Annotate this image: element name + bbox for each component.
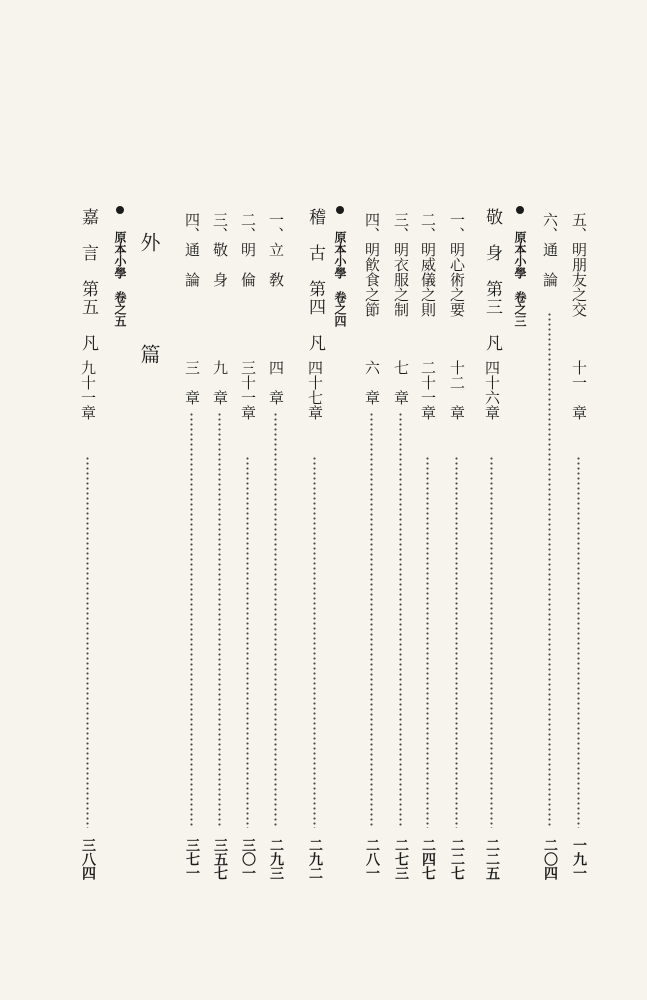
- entry-title: 四、明飮食之節: [363, 212, 381, 317]
- dot-leader: [455, 456, 458, 828]
- dot-leader: [246, 456, 249, 828]
- chapter-count: 三十一章: [239, 360, 257, 420]
- entry-title: 一、立 敎: [267, 212, 285, 287]
- page-number: 二九三: [268, 838, 284, 880]
- chapter-count: 六 章: [363, 360, 381, 405]
- toc-entry-main: [480, 208, 504, 880]
- dot-leader: [190, 412, 193, 828]
- chapter-count: 四十七章: [306, 360, 324, 420]
- dot-leader: [370, 412, 373, 828]
- chapter-count: 十二 章: [448, 360, 466, 420]
- dot-leader: [86, 456, 89, 828]
- entry-title: 稽 古 第四 凡: [305, 208, 325, 352]
- dot-leader: [548, 312, 551, 828]
- toc-entry-main: [76, 208, 100, 880]
- chapter-count: 九 章: [211, 360, 229, 405]
- chapter-count: 七 章: [392, 360, 410, 405]
- entry-title: 嘉 言 第五 凡: [78, 208, 98, 352]
- dot-leader: [490, 456, 493, 828]
- page-number: 三七一: [184, 838, 200, 880]
- toc-entry: [538, 212, 562, 880]
- toc-entry: [416, 212, 440, 880]
- entry-title: 四、通 論: [183, 212, 201, 287]
- entry-title: 二、明威儀之則: [419, 212, 437, 317]
- dot-leader: [426, 456, 429, 828]
- chapter-count: 四 章: [267, 360, 285, 405]
- chapter-count: 二十一章: [419, 360, 437, 420]
- entry-title: 一、明心術之要: [448, 212, 466, 317]
- dot-leader: [218, 412, 221, 828]
- volume-heading: 原本小學 卷之五: [110, 206, 130, 327]
- toc-entry: [360, 212, 384, 880]
- toc-entry: [236, 212, 260, 880]
- chapter-count: 九十一章: [79, 360, 97, 420]
- bullet-icon: [336, 206, 344, 214]
- page-number: 一九一: [571, 838, 587, 880]
- toc-entry: [445, 212, 469, 880]
- page-number: 二二五: [484, 838, 500, 880]
- entry-title: 敬 身 第三 凡: [482, 208, 502, 352]
- entry-title: 三、敬 身: [211, 212, 229, 287]
- chapter-count: 三 章: [183, 360, 201, 405]
- bullet-icon: [516, 206, 524, 214]
- page-number: 二四七: [420, 838, 436, 880]
- page-number: 三〇一: [240, 838, 256, 880]
- page-number: 二〇四: [542, 838, 558, 880]
- bullet-icon: [116, 206, 124, 214]
- toc-entry: [208, 212, 232, 880]
- page-number: 二七三: [393, 838, 409, 880]
- page-number: 二九二: [307, 838, 323, 880]
- page-number: 二二七: [449, 838, 465, 880]
- dot-leader: [577, 456, 580, 828]
- toc-entry-main: [303, 208, 327, 880]
- page-number: 三五七: [212, 838, 228, 880]
- dot-leader: [274, 412, 277, 828]
- dot-leader: [399, 412, 402, 828]
- chapter-count: 四十六章: [483, 360, 501, 420]
- entry-title: 五、明朋友之交: [570, 212, 588, 317]
- toc-entry: [389, 212, 413, 880]
- volume-heading: 原本小學 卷之三: [510, 206, 530, 327]
- toc-entry: [180, 212, 204, 880]
- page-number: 二八一: [364, 838, 380, 880]
- chapter-count: 十一 章: [570, 360, 588, 420]
- entry-title: 二、明 倫: [239, 212, 257, 287]
- volume-heading: 原本小學 卷之四: [330, 206, 350, 327]
- toc-entry: [264, 212, 288, 880]
- dot-leader: [313, 456, 316, 828]
- entry-title: 六、通 論: [541, 212, 559, 287]
- section-heading-outer: 外 篇: [137, 232, 161, 400]
- page-number: 三八四: [80, 838, 96, 880]
- entry-title: 三、明衣服之制: [392, 212, 410, 317]
- toc-entry: [567, 212, 591, 880]
